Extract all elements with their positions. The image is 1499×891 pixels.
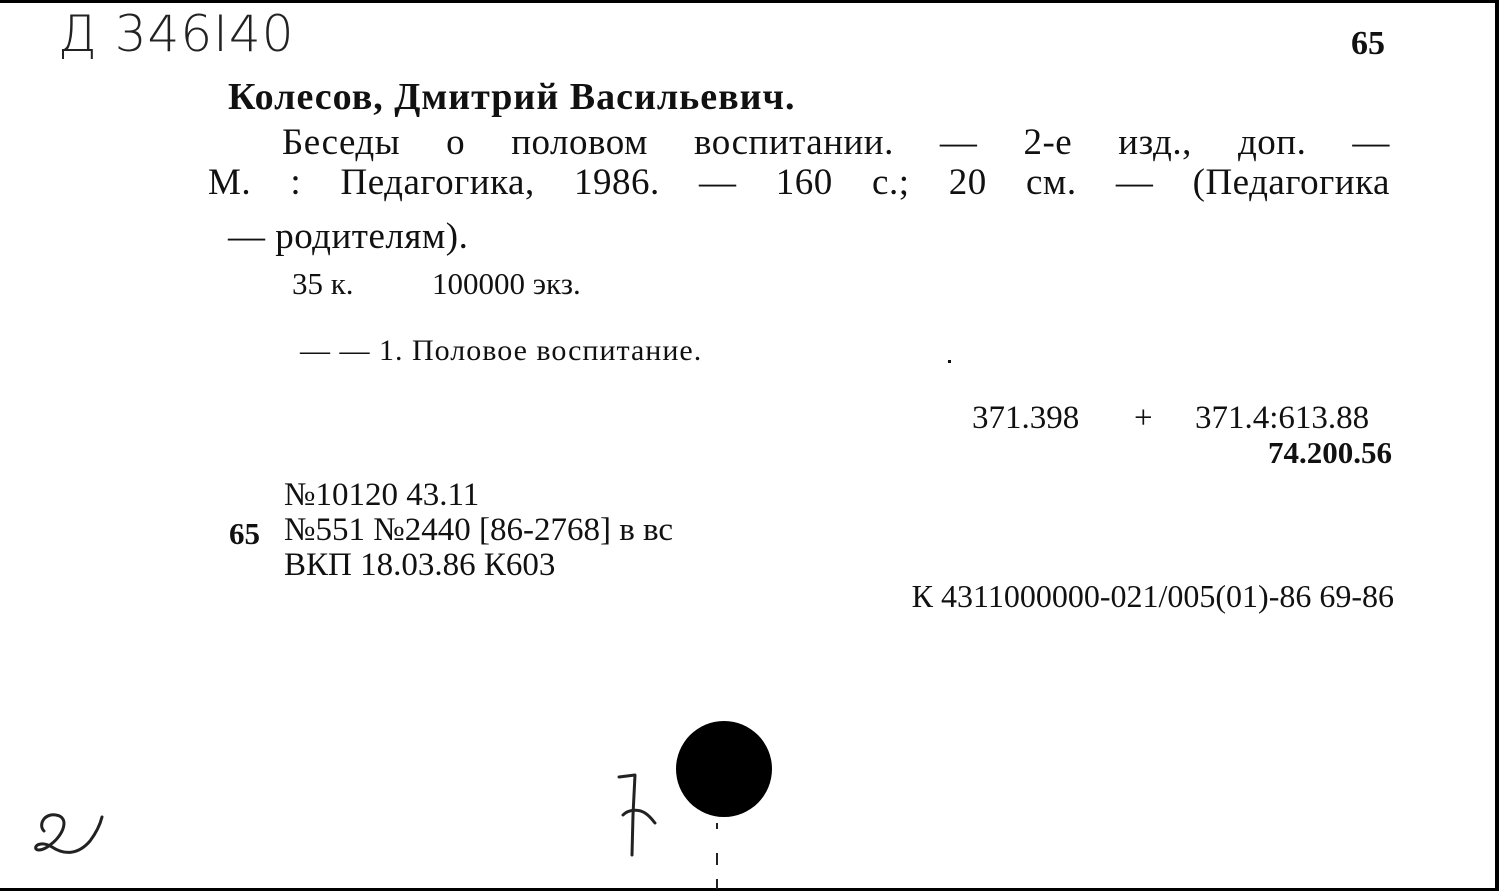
- word: изд.,: [1118, 122, 1192, 163]
- subject-heading: — — 1. Половое воспитание.: [300, 334, 703, 367]
- meta-line-2-number: 65: [229, 516, 260, 551]
- meta-line-2: №551 №2440 [86-2768] в вс: [284, 512, 674, 548]
- title-line-2: [208, 161, 1390, 204]
- word: с.;: [872, 162, 910, 203]
- word: —: [698, 162, 737, 203]
- word: см.: [1026, 162, 1077, 203]
- word: —: [1352, 122, 1390, 163]
- inventory-code: Д 346I40: [58, 5, 295, 63]
- udc-secondary: 371.4:613.88: [1195, 400, 1370, 436]
- print-run: 100000 экз.: [432, 266, 581, 301]
- word: Педагогика,: [340, 162, 535, 203]
- word: воспитании.: [694, 122, 894, 163]
- word: (Педагогика: [1192, 162, 1390, 203]
- word: 2-е: [1023, 122, 1073, 163]
- word: доп.: [1237, 122, 1307, 163]
- price: 35 к.: [292, 266, 354, 301]
- title-line-3: — родителям).: [228, 216, 469, 257]
- handwritten-mark-left: [30, 795, 110, 865]
- corner-number: 65: [1351, 25, 1385, 62]
- word: М.: [208, 162, 252, 203]
- word: половом: [511, 122, 648, 163]
- word: :: [290, 162, 302, 203]
- punch-hole: [676, 721, 772, 817]
- meta-line-1: №10120 43.11: [284, 477, 480, 513]
- k-code: К 4311000000-021/005(01)-86 69-86: [911, 578, 1394, 614]
- word: 1986.: [573, 162, 660, 203]
- word: 160: [775, 162, 833, 203]
- punch-tick-marks: [712, 821, 724, 891]
- author-heading: Колесов, Дмитрий Васильевич.: [228, 76, 796, 118]
- handwritten-mark-mid: [605, 765, 665, 865]
- udc-main: 371.398: [972, 400, 1080, 436]
- speck: [948, 360, 951, 363]
- word: —: [939, 122, 978, 163]
- word: —: [1115, 162, 1154, 203]
- word: Беседы: [282, 122, 401, 163]
- word: 20: [948, 162, 987, 203]
- meta-line-3: ВКП 18.03.86 К603: [284, 547, 556, 583]
- bbk-index: 74.200.56: [1268, 435, 1392, 470]
- word: о: [446, 122, 466, 163]
- title-line-1: [282, 121, 1390, 164]
- udc-plus: +: [1134, 400, 1153, 436]
